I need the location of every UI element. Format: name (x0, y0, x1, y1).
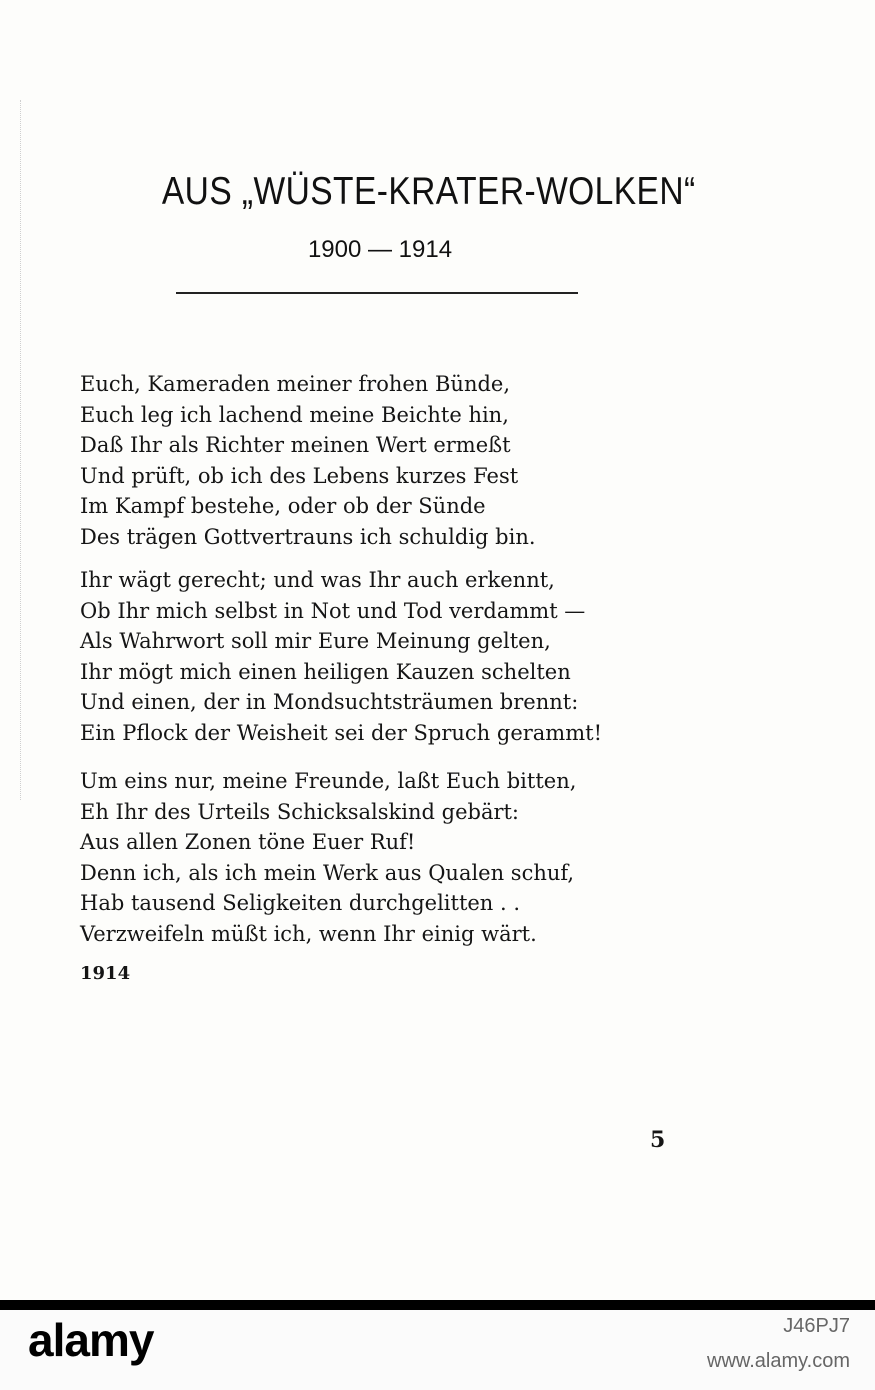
stanza-1 (80, 369, 680, 552)
verse-line: Hab tausend Seligkeiten durchgelitten . . (80, 891, 521, 915)
verse-line: Denn ich, als ich mein Werk aus Qualen schuf, (80, 860, 575, 885)
verse-line: Und prüft, ob ich des Lebens kurzes Fest (80, 463, 519, 488)
verse-line: Eh Ihr des Urteils Schicksalskind gebärt: (80, 799, 520, 824)
verse-line: Euch leg ich lachend meine Beichte hin, (80, 402, 509, 427)
verse-line: Aus allen Zonen töne Euer Ruf! (80, 830, 416, 854)
verse-line: Daß Ihr als Richter meinen Wert ermeßt (80, 433, 511, 457)
brand-logo: alamy (28, 1314, 154, 1366)
stanza-3 (80, 766, 680, 949)
verse-line: Des trägen Gottvertrauns ich schuldig bin. (80, 524, 536, 549)
page-number: 5 (650, 1127, 666, 1153)
verse-line: Und einen, der in Mondsuchtsträumen brennt: (80, 690, 579, 714)
page-title: AUS „WÜSTE-KRATER-WOLKEN“ (161, 170, 696, 213)
poem-date: 1914 (80, 963, 131, 984)
title-divider (176, 292, 578, 294)
verse-line: Euch, Kameraden meiner frohen Bünde, (80, 372, 511, 396)
banner-top-bar (0, 1300, 875, 1310)
verse-line: Im Kampf bestehe, oder ob der Sünde (80, 494, 486, 518)
verse-line: Ob Ihr mich selbst in Not und Tod verdammt — (80, 598, 586, 623)
image-id: J46PJ7 (783, 1315, 850, 1337)
site-url: www.alamy.com (707, 1350, 850, 1372)
verse-line: Verzweifeln müßt ich, wenn Ihr einig wärt. (80, 921, 537, 946)
verse-line: Ein Pflock der Weisheit sei der Spruch gerammt! (80, 720, 603, 745)
margin-scan-marks (20, 100, 23, 800)
verse-line: Ihr mögt mich einen heiligen Kauzen schelten (80, 659, 571, 684)
watermark-banner (0, 1300, 875, 1390)
verse-line: Um eins nur, meine Freunde, laßt Euch bitten, (80, 769, 577, 793)
stanza-2 (80, 565, 680, 748)
verse-line: Ihr wägt gerecht; und was Ihr auch erkennt, (80, 568, 555, 592)
verse-line: Als Wahrwort soll mir Eure Meinung gelten, (80, 629, 551, 653)
title-years: 1900 — 1914 (307, 236, 453, 263)
